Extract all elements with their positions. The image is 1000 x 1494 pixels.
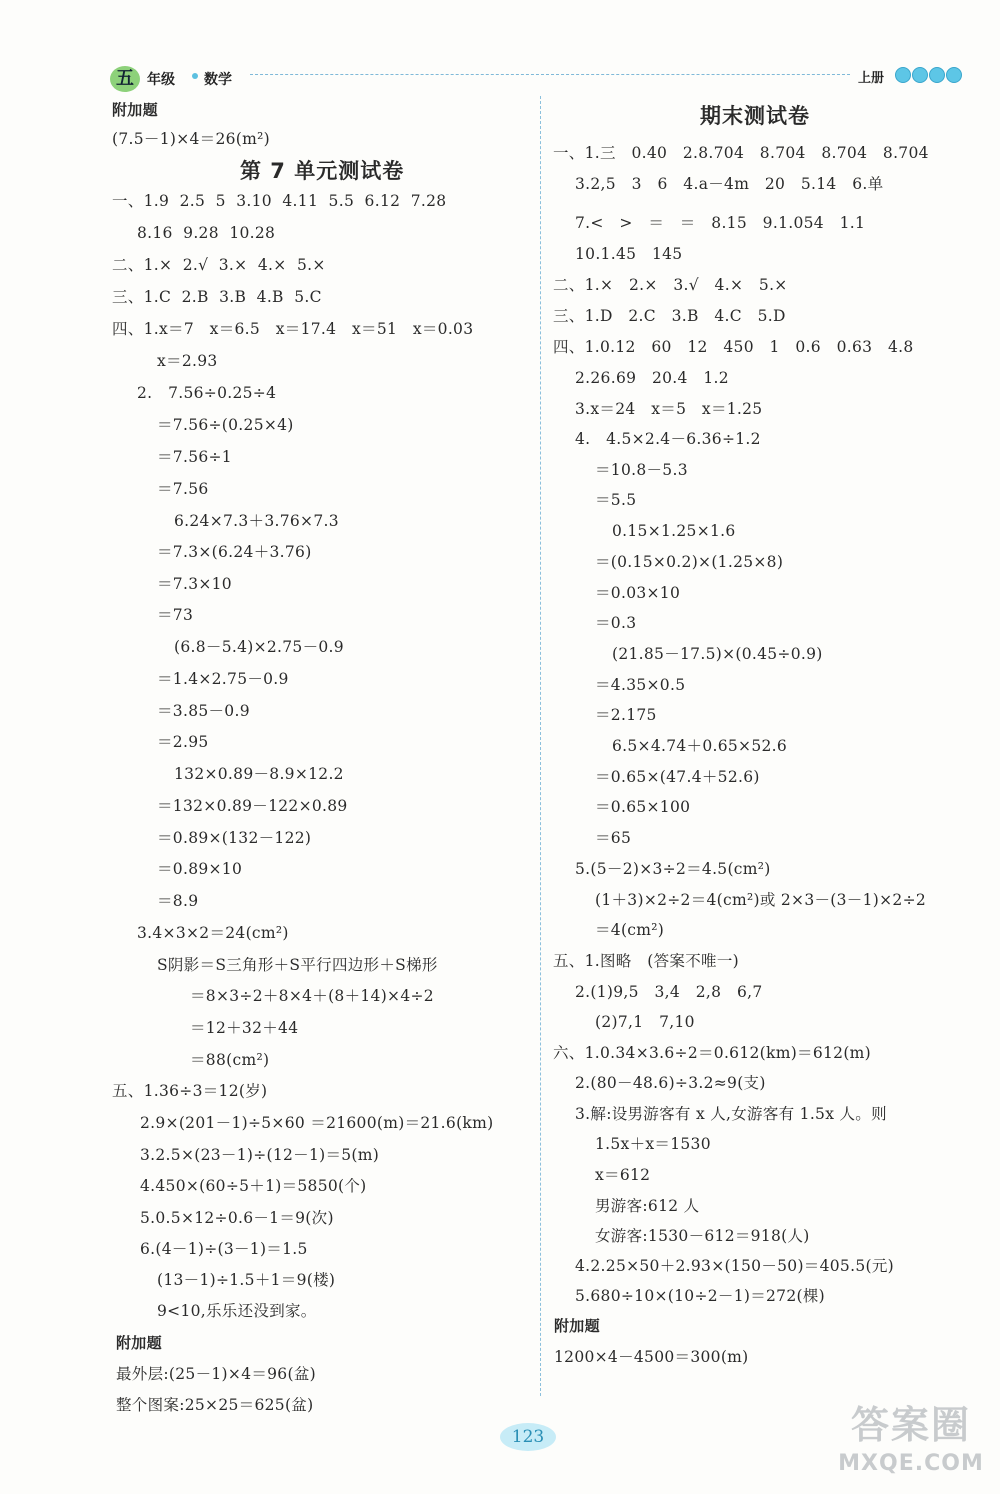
answer-line: 四、1.x＝7 x＝6.5 x＝17.4 x＝51 x＝0.03: [112, 320, 474, 338]
answer-line: 一、1.9 2.5 5 3.10 4.11 5.5 6.12 7.28: [112, 192, 447, 210]
answer-line: 9<10,乐乐还没到家。: [157, 1302, 317, 1320]
answer-line: ＝(0.15×0.2)×(1.25×8): [595, 553, 784, 571]
answer-line: ＝4(cm²): [595, 921, 665, 939]
answer-line: ＝73: [157, 606, 194, 624]
answer-line: 女游客:1530－612＝918(人): [595, 1227, 810, 1245]
extra-question-heading: 附加题: [554, 1317, 600, 1335]
extra-question-answer: 整个图案:25×25＝625(盆): [116, 1396, 314, 1414]
answer-line: 二、1.× 2.√ 3.× 4.× 5.×: [112, 256, 326, 274]
answer-line: ＝8×3÷2＋8×4＋(8＋14)×4÷2: [190, 987, 434, 1005]
final-test-title: 期末测试卷: [700, 104, 810, 128]
page-number: 123: [500, 1423, 556, 1451]
answer-line: 3.x＝24 x＝5 x＝1.25: [575, 400, 763, 418]
answer-line: ＝2.95: [157, 733, 209, 751]
answer-line: 8.16 9.28 10.28: [137, 224, 276, 242]
answer-line: 3.4×3×2＝24(cm²): [137, 924, 289, 942]
extra-question-answer: (7.5－1)×4＝26(m²): [112, 130, 270, 148]
answer-line: ＝0.89×(132－122): [157, 829, 312, 847]
answer-line: 132×0.89－8.9×12.2: [174, 765, 344, 783]
answer-line: ＝0.03×10: [595, 584, 681, 602]
answer-line: 6.24×7.3＋3.76×7.3: [174, 512, 339, 530]
answer-line: 2.(1)9,5 3,4 2,8 6,7: [575, 983, 763, 1001]
answer-line: 一、1.三 0.40 2.8.704 8.704 8.704 8.704: [553, 144, 929, 162]
answer-line: S阴影＝S三角形＋S平行四边形＋S梯形: [157, 956, 438, 974]
answer-line: 三、1.D 2.C 3.B 4.C 5.D: [553, 307, 786, 325]
answer-line: 四、1.0.12 60 12 450 1 0.6 0.63 4.8: [553, 338, 914, 356]
answer-line: ＝1.4×2.75－0.9: [157, 670, 289, 688]
separator-dot-icon: [192, 73, 198, 79]
answer-line: 5.(5－2)×3÷2＝4.5(cm²): [575, 860, 771, 878]
answer-line: ＝88(cm²): [190, 1051, 270, 1069]
extra-question-heading: 附加题: [112, 101, 158, 119]
answer-line: ＝8.9: [157, 892, 199, 910]
answer-line: 三、1.C 2.B 3.B 4.B 5.C: [112, 288, 322, 306]
answer-line: ＝0.65×100: [595, 798, 691, 816]
answer-line: ＝0.65×(47.4＋52.6): [595, 768, 760, 786]
decorative-dots-icon: [895, 67, 963, 87]
answer-line: 6.5×4.74＋0.65×52.6: [612, 737, 788, 755]
grade-label: 年级: [147, 72, 175, 88]
answer-line: ＝7.56: [157, 480, 209, 498]
answer-line: ＝0.3: [595, 614, 637, 632]
answer-line: 2.26.69 20.4 1.2: [575, 369, 729, 387]
column-divider: [540, 96, 541, 1396]
volume-label: 上册: [858, 71, 885, 86]
answer-line: 男游客:612 人: [595, 1197, 700, 1215]
grade-badge: 五: [110, 66, 140, 92]
answer-line: 6.(4－1)÷(3－1)＝1.5: [140, 1240, 308, 1258]
answer-line: 3.2.5×(23－1)÷(12－1)＝5(m): [140, 1146, 380, 1164]
answer-line: 5.680÷10×(10÷2－1)＝272(棵): [575, 1287, 825, 1305]
answer-line: 7.< > ＝ ＝ 8.15 9.1.054 1.1: [575, 214, 866, 232]
answer-line: (1＋3)×2÷2＝4(cm²)或 2×3－(3－1)×2÷2: [595, 891, 927, 909]
answer-line: ＝10.8－5.3: [595, 461, 688, 479]
watermark-text: 答案圈: [850, 1403, 971, 1447]
answer-line: 4. 4.5×2.4－6.36÷1.2: [575, 430, 761, 448]
answer-line: (6.8－5.4)×2.75－0.9: [174, 638, 344, 656]
answer-line: 五、1.图略 (答案不唯一): [553, 952, 739, 970]
answer-line: ＝4.35×0.5: [595, 676, 686, 694]
watermark-url: MXQE.COM: [838, 1451, 984, 1476]
answer-line: ＝3.85－0.9: [157, 702, 250, 720]
answer-line: x＝2.93: [157, 352, 218, 370]
answer-line: 五、1.36÷3＝12(岁): [112, 1082, 268, 1100]
answer-line: 10.1.45 145: [575, 245, 683, 263]
extra-question-answer: 1200×4－4500＝300(m): [554, 1348, 749, 1366]
watermark-logo: [826, 1400, 996, 1488]
answer-line: (2)7,1 7,10: [595, 1013, 695, 1031]
answer-line: ＝12＋32＋44: [190, 1019, 299, 1037]
answer-line: ＝7.3×10: [157, 575, 232, 593]
answer-line: 5.0.5×12÷0.6－1＝9(次): [140, 1209, 334, 1227]
answer-line: 3.2,5 3 6 4.a－4m 20 5.14 6.单: [575, 175, 884, 193]
answer-line: 2.(80－48.6)÷3.2≈9(支): [575, 1074, 766, 1092]
answer-line: ＝5.5: [595, 491, 637, 509]
answer-line: ＝7.3×(6.24＋3.76): [157, 543, 312, 561]
extra-question-heading: 附加题: [116, 1334, 162, 1352]
answer-line: ＝65: [595, 829, 632, 847]
answer-line: 1.5x＋x＝1530: [595, 1135, 711, 1153]
answer-line: ＝0.89×10: [157, 860, 243, 878]
answer-line: 4.450×(60÷5＋1)＝5850(个): [140, 1177, 367, 1195]
answer-line: (13－1)÷1.5＋1＝9(楼): [157, 1271, 336, 1289]
answer-line: 六、1.0.34×3.6÷2＝0.612(km)＝612(m): [553, 1044, 872, 1062]
subject-label: 数学: [204, 72, 232, 88]
header-dashed-line: [250, 74, 850, 75]
answer-line: (21.85－17.5)×(0.45÷0.9): [612, 645, 823, 663]
page-header: [0, 0, 1000, 100]
answer-line: ＝7.56÷(0.25×4): [157, 416, 294, 434]
answer-line: ＝7.56÷1: [157, 448, 232, 466]
answer-line: 0.15×1.25×1.6: [612, 522, 736, 540]
extra-question-answer: 最外层:(25－1)×4＝96(盆): [116, 1365, 316, 1383]
answer-line: ＝132×0.89－122×0.89: [157, 797, 348, 815]
answer-line: 2. 7.56÷0.25÷4: [137, 384, 277, 402]
answer-line: 二、1.× 2.× 3.√ 4.× 5.×: [553, 276, 788, 294]
answer-line: 2.9×(201－1)÷5×60 ＝21600(m)＝21.6(km): [140, 1114, 494, 1132]
answer-line: 3.解:设男游客有 x 人,女游客有 1.5x 人。则: [575, 1105, 887, 1123]
answer-line: x＝612: [595, 1166, 651, 1184]
answer-line: ＝2.175: [595, 706, 657, 724]
unit-test-title: 第 7 单元测试卷: [240, 159, 405, 183]
answer-line: 4.2.25×50＋2.93×(150－50)＝405.5(元): [575, 1257, 894, 1275]
